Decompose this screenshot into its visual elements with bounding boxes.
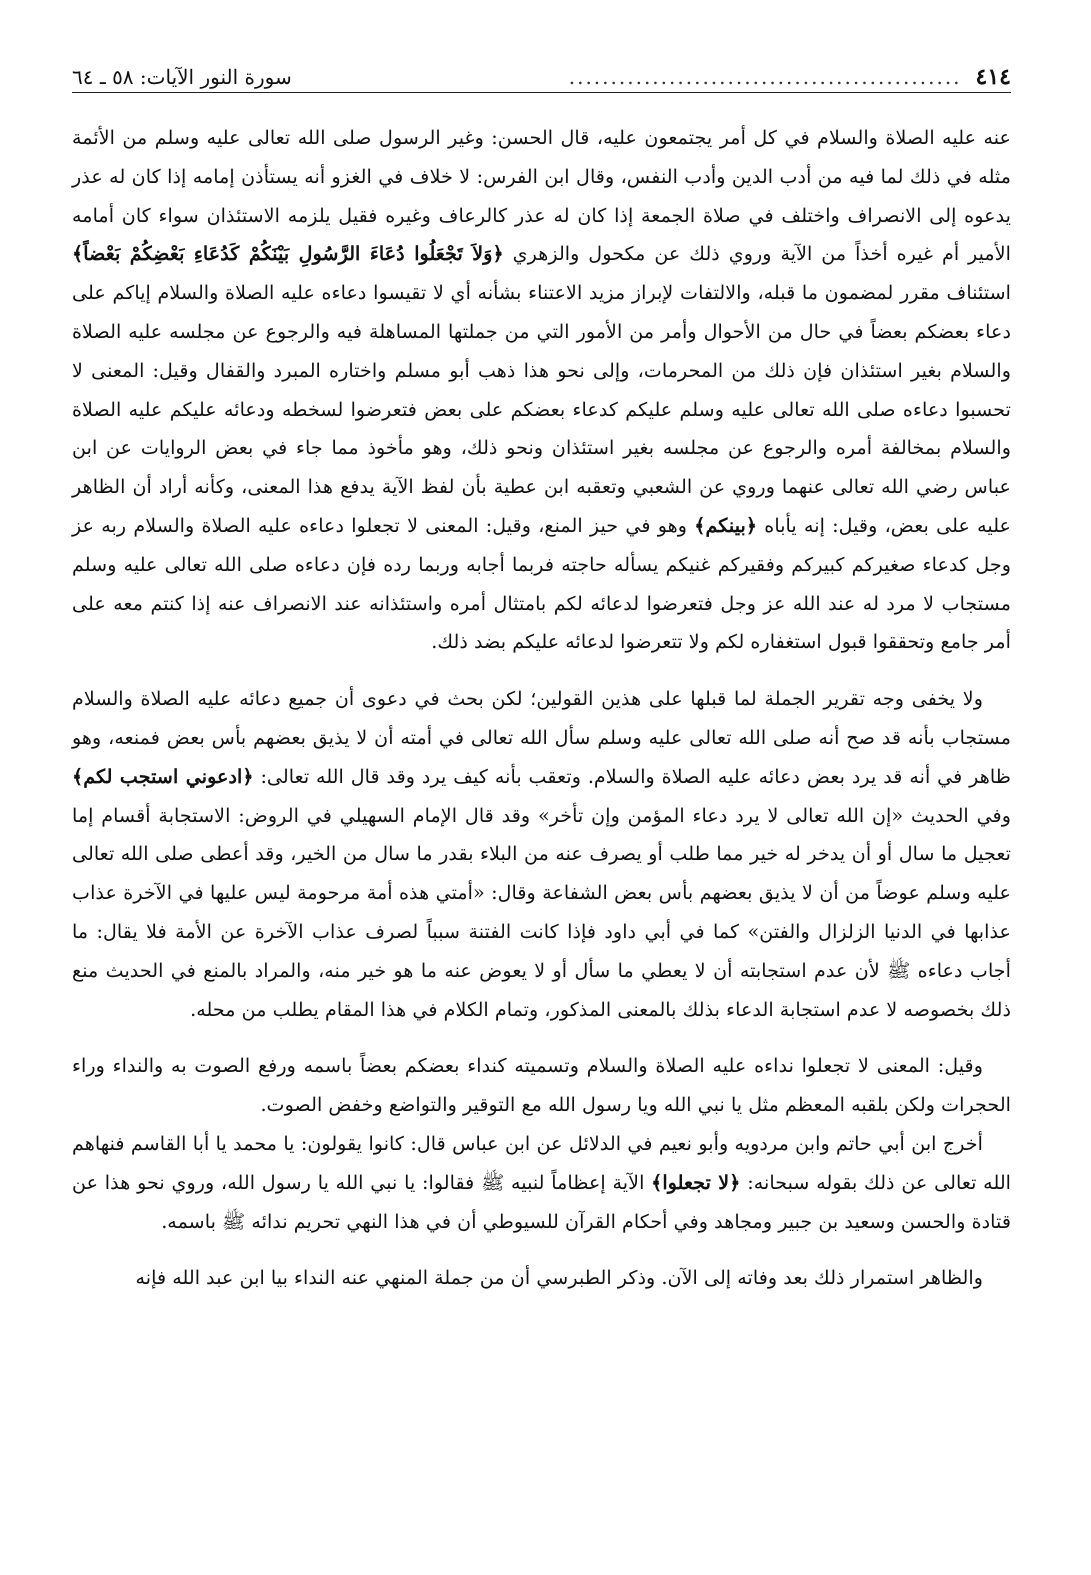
- paragraph-4: [72, 1125, 1011, 1241]
- leader-dots: ...............................................: [568, 65, 962, 89]
- paragraph-3: [72, 1047, 1011, 1125]
- running-head: [72, 62, 1011, 93]
- text-run: ولا يخفى وجه تقرير الجملة لما قبلها على هذين القولين؛ لكن بحث في دعوى أن جميع دعائه عليه الصلاة والسلام مستجاب بأنه قد صح أنه صلى الله تعالى عليه وسلم سأل الله تعالى في أمته أن لا يذيق بعضهم بأس بعض فمنعه، وهو ظاهر في أنه قد يرد بعض دعائه عليه الصلاة والسلام. وتعقب بأنه كيف يرد وقد قال الله تعالى:: [72, 687, 1011, 788]
- quran-quote: ﴿بينكم﴾: [694, 513, 758, 537]
- text-run: والظاهر استمرار ذلك بعد وفاته إلى الآن. وذكر الطبرسي أن من جملة المنهي عنه النداء بيا ابن عبد الله فإنه: [135, 1266, 983, 1290]
- text-run: وفي الحديث «إن الله تعالى لا يرد دعاء المؤمن وإن تأخر» وقد قال الإمام السهيلي في الروض: الاستجابة أقسام إما تعجيل ما سال أو أن يدخر له خير مما طلب أو يصرف عنه من البلاء بقدر ما سال من الخير، وقد أعطى صلى الله تعالى عليه وسلم عوضاً من أن لا يذيق بعضهم بأس بعض الشفاعة وقال: «أمتي هذه أمة مرحومة ليس عليها في الآخرة عذاب عذابها في الدنيا الزلزال والفتن» كما في أبي داود فإذا كانت الفتنة سبباً لصرف عذاب الآخرة عن الأمة فلا يقال: ما أجاب دعاءه ﷺ لأن عدم استجابته أن لا يعطي ما سأل أو لا يعوض عنه ما هو خير منه، والمراد بالمنع في الحديث منع ذلك بخصوصه لا عدم استجابة الدعاء بذلك بالمعنى المذكور، وتمام الكلام في هذا المقام يطلب من محله.: [72, 803, 1011, 1021]
- page-number: ٤١٤: [975, 64, 1011, 90]
- text-run: عنه عليه الصلاة والسلام في كل أمر يجتمعون عليه، قال الحسن: وغير الرسول صلى الله تعالى عليه وسلم من الأئمة مثله في ذلك لما فيه من أدب الدين وأدب النفس، وقال ابن الفرس: لا خلاف في الغزو أنه يستأذن إمامه إذا كان له عذر يدعوه إلى الانصراف واختلف في صلاة الجمعة إذا كان له عذر كالرعاف وغيره فقيل يلزمه الاستئذان سواء كان أمامه الأمير أم غيره أخذاً من الآية وروي ذلك عن مكحول والزهري: [72, 126, 1011, 266]
- paragraph-5: [72, 1259, 1011, 1298]
- text-run: استئناف مقرر لمضمون ما قبله، والالتفات لإبراز مزيد الاعتناء بشأنه أي لا تقيسوا دعاءه عليه الصلاة والسلام إياكم على دعاء بعضكم بعضاً في حال من الأحوال وأمر من الأمور التي من جملتها المساهلة فيه والرجوع عن مجلسه عليه الصلاة والسلام بغير استئذان فإن ذلك من المحرمات، وإلى نحو هذا ذهب أبو مسلم واختاره المبرد والقفال وقيل: المعنى لا تحسبوا دعاءه صلى الله تعالى عليه وسلم عليكم كدعاء بعضكم على بعض فتعرضوا لسخطه ودعائه عليكم عليه الصلاة والسلام بمخالفة أمره والرجوع عن مجلسه بغير استئذان ونحو ذلك، وهو مأخوذ مما جاء في بعض الروايات عن ابن عباس رضي الله تعالى عنهما وروي عن الشعبي وتعقبه ابن عطية بأن لفظ الآية يدفع هذا المعنى، وكأنه أراد أن الظاهر عليه على بعض، وقيل: إنه يأباه: [72, 281, 1011, 537]
- paragraph-2: [72, 680, 1011, 1029]
- page-body: [72, 119, 1011, 1298]
- text-run: أخرج ابن أبي حاتم وابن مردويه وأبو نعيم في الدلائل عن ابن عباس قال: كانوا يقولون: يا محمد يا أبا القاسم فنهاهم الله تعالى عن ذلك بقوله سبحانه:: [72, 1131, 1011, 1194]
- surah-title: سورة النور الآيات: ٥٨ ـ ٦٤: [72, 65, 292, 89]
- text-run: وهو في حيز المنع، وقيل: المعنى لا تجعلوا دعاءه عليه الصلاة والسلام ربه عز وجل كدعاء صغيركم كبيركم وفقيركم غنيكم يسأله حاجته فربما أجابه وربما رده فإن دعاءه صلى الله تعالى عليه وسلم مستجاب لا مرد له عند الله عز وجل فتعرضوا لدعائه لكم بامتثال أمره واستئذانه عند الانصراف عنه إذا كنتم معه على أمر جامع وتحققوا قبول استغفاره لكم ولا تتعرضوا لدعائه عليكم بضد ذلك.: [72, 513, 1011, 654]
- quran-quote: ﴿لا تجعلوا﴾: [651, 1170, 741, 1194]
- quran-quote: ﴿وَلاَ تَجْعَلُوا دُعَاءَ الرَّسُولِ بَيْنَكُمْ كَدُعَاءِ بَعْضِكُمْ بَعْضاً﴾: [72, 242, 504, 266]
- text-run: الآية إعظاماً لنبيه ﷺ فقالوا: يا نبي الله يا رسول الله، وروي نحو هذا عن قتادة والحسن وسعيد بن جبير ومجاهد وفي أحكام القرآن للسيوطي أن في هذا النهي تحريم ندائه ﷺ باسمه.: [72, 1170, 1011, 1233]
- quran-quote: ﴿ادعوني استجب لكم﴾: [72, 764, 254, 788]
- paragraph-1: [72, 119, 1011, 662]
- text-run: وقيل: المعنى لا تجعلوا نداءه عليه الصلاة والسلام وتسميته كنداء بعضكم بعضاً باسمه ورفع الصوت به والنداء وراء الحجرات ولكن بلقبه المعظم مثل يا نبي الله ويا رسول الله مع التوقير والتواضع وخفض الصوت.: [72, 1054, 1011, 1117]
